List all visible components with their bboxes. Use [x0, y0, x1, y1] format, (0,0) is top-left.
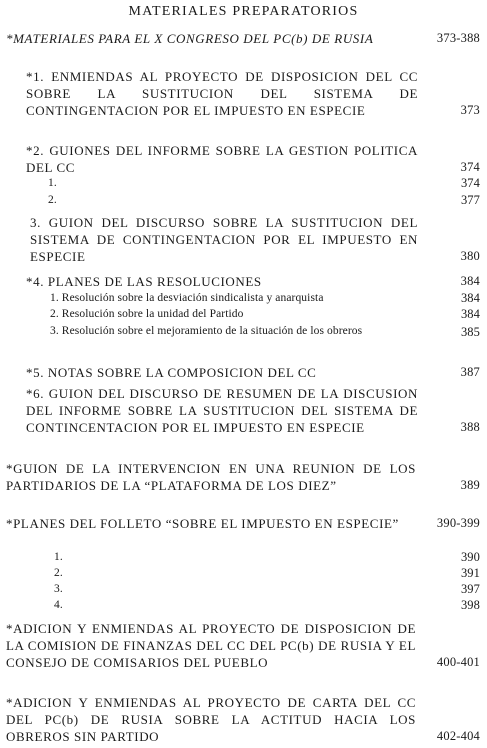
- toc-subentry: [48, 176, 480, 191]
- toc-subentry-page: 384: [460, 307, 480, 321]
- toc-subentry-page: 397: [460, 582, 480, 596]
- toc-subentry-page: 384: [460, 291, 480, 305]
- toc-entry-page: 400-401: [436, 655, 480, 669]
- toc-entry-title: *4. PLANES DE LAS RESOLUCIONES: [26, 274, 262, 289]
- toc-subentry-title: 1. Resolución sobre la desviación sindicalista y anarquista: [50, 292, 324, 304]
- toc-entry-title: *GUION DE LA INTERVENCION EN UNA REUNION DE LOS PARTIDARIOS DE LA “PLATAFORMA DE LOS DIEZ”: [6, 461, 416, 493]
- toc-subentry: [50, 323, 480, 340]
- toc-subentry-page: 374: [460, 176, 480, 190]
- section-title: MATERIALES PREPARATORIOS: [128, 4, 359, 19]
- toc-entry-title: *MATERIALES PARA EL X CONGRESO DEL PC(b) DE RUSIA: [6, 31, 374, 46]
- toc-entry: [26, 142, 480, 176]
- toc-entry-page: 388: [460, 420, 480, 434]
- toc-entry-page: 389: [460, 478, 480, 492]
- toc-subentry-title: 2.: [48, 194, 57, 206]
- toc-subentry-page: 377: [460, 193, 480, 207]
- toc-entry-page: 402-404: [436, 729, 480, 743]
- toc-subentry-title: 1.: [54, 551, 63, 563]
- toc-entry: [26, 385, 480, 436]
- toc-entry: [30, 214, 480, 265]
- toc-entry-title: *2. GUIONES DEL INFORME SOBRE LA GESTION POLITICA DEL CC: [26, 143, 418, 175]
- toc-subentry: [48, 193, 480, 208]
- toc-entry-page: 387: [460, 365, 480, 379]
- toc-entry-page: 374: [460, 160, 480, 174]
- toc-subentry-page: 398: [460, 598, 480, 612]
- toc-subentry-title: 3.: [54, 583, 63, 595]
- toc-entry: [6, 620, 480, 671]
- toc-entry-title: 3. GUION DEL DISCURSO SOBRE LA SUSTITUCION DEL SISTEMA DE CONTINGENTACION POR EL IMPUESTO EN ESPECIE: [30, 215, 418, 264]
- toc-entry: [26, 364, 480, 381]
- toc-entry-title: *PLANES DEL FOLLETO “SOBRE EL IMPUESTO EN ESPECIE”: [6, 516, 399, 531]
- toc-subentry-page: 385: [460, 325, 480, 339]
- toc-entry: [26, 68, 480, 119]
- toc-entry-title: *6. GUION DEL DISCURSO DE RESUMEN DE LA DISCUSION DEL INFORME SOBRE LA SUSTITUCION DEL SISTEMA DE CONTINCENTACION POR EL IMPUESTO EN ESPECIE: [26, 386, 418, 435]
- toc-subentry-page: 390: [460, 550, 480, 564]
- toc-entry-page: 373-388: [436, 31, 480, 45]
- toc-entry-title: *5. NOTAS SOBRE LA COMPOSICION DEL CC: [26, 365, 317, 380]
- toc-subentry: [54, 566, 480, 581]
- toc-subentry: [50, 307, 480, 322]
- toc-subentry: [54, 582, 480, 597]
- toc-subentry: [50, 291, 480, 306]
- toc-entry: [6, 30, 480, 47]
- toc-subentry-title: 4.: [54, 599, 63, 611]
- toc-subentry-title: 1.: [48, 177, 57, 189]
- toc-subentry: [54, 550, 480, 565]
- toc-entry: [26, 273, 480, 290]
- toc-entry-page: 380: [460, 249, 480, 263]
- toc-subentry-title: 2.: [54, 567, 63, 579]
- toc-subentry-title: 2. Resolución sobre la unidad del Partido: [50, 308, 244, 320]
- toc-entry: [6, 694, 480, 745]
- toc-entry-title: *ADICION Y ENMIENDAS AL PROYECTO DE DISPOSICION DE LA COMISION DE FINANZAS DEL CC DEL PC(b) DE RUSIA Y EL CONSEJO DE COMISARIOS DEL PUEBLO: [6, 621, 416, 670]
- toc-subentry-page: 391: [460, 566, 480, 580]
- toc-subentry: [54, 598, 480, 613]
- toc-entry: [6, 515, 480, 532]
- toc-entry-title: *ADICION Y ENMIENDAS AL PROYECTO DE CARTA DEL CC DEL PC(b) DE RUSIA SOBRE LA ACTITUD HACIA LOS OBREROS SIN PARTIDO: [6, 695, 416, 744]
- toc-entry: [6, 460, 480, 494]
- toc-subentry-title: 3. Resolución sobre el mejoramiento de la situación de los obreros: [50, 325, 363, 337]
- toc-entry-title: *1. ENMIENDAS AL PROYECTO DE DISPOSICION DEL CC SOBRE LA SUSTITUCION DEL SISTEMA DE CONTINGENTACION POR EL IMPUESTO EN ESPECIE: [26, 69, 418, 118]
- toc-entry-page: 384: [460, 274, 480, 288]
- toc-entry-page: 390-399: [436, 516, 480, 530]
- toc-entry-page: 373: [460, 103, 480, 117]
